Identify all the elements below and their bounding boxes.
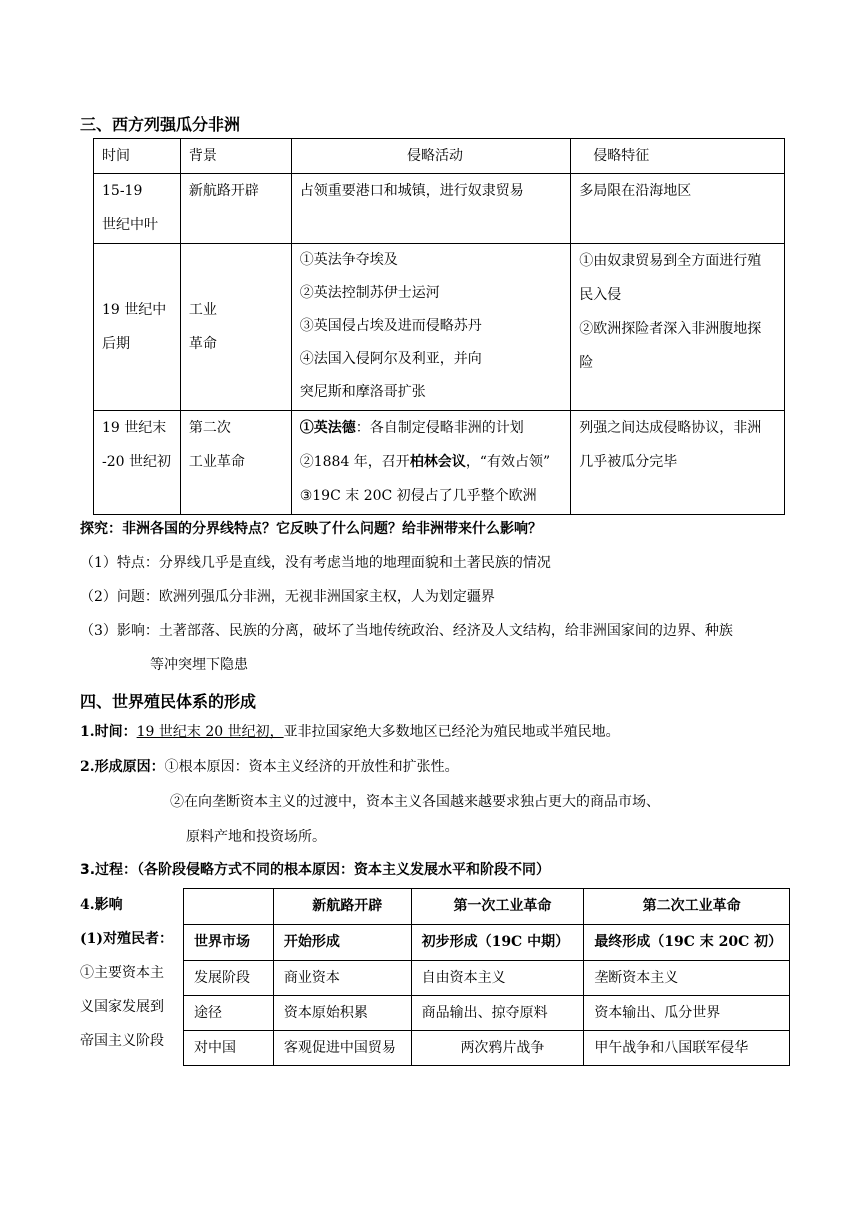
header-activities: 侵略活动 <box>291 139 571 174</box>
table-row <box>184 961 790 996</box>
cell: 资本原始积累 <box>273 996 411 1031</box>
section3-title: 三、西方列强瓜分非洲 <box>80 115 241 134</box>
cell: 客观促进中国贸易 <box>273 1031 411 1066</box>
row-label: 发展阶段 <box>184 961 274 996</box>
table-row <box>94 244 785 411</box>
cell-line: ①由奴隶贸易到全方面进行殖 <box>579 253 762 269</box>
table-row <box>94 411 785 515</box>
cell-background <box>180 411 291 515</box>
header-background: 背景 <box>180 139 291 174</box>
cell-features <box>571 174 785 244</box>
cell: 商品输出、掠夺原料 <box>411 996 584 1031</box>
cell-time <box>94 244 181 411</box>
row-label: 世界市场 <box>184 925 274 961</box>
table-row <box>184 1031 790 1066</box>
cell-line: ①英法争夺埃及 <box>299 252 398 268</box>
cell-features <box>571 244 785 411</box>
cause-2a: ②在向垄断资本主义的过渡中，资本主义各国越来越要求独占更大的商品市场、 <box>170 794 660 810</box>
time-label: 1.时间： <box>80 724 137 740</box>
row-label: 途径 <box>184 996 274 1031</box>
header-col: 新航路开辟 <box>273 889 411 925</box>
cell-line: 后期 <box>102 336 130 352</box>
cell-line: 19 世纪中 <box>102 302 167 318</box>
impact-label: 4.影响 <box>80 897 123 913</box>
partition-africa-table <box>93 138 785 515</box>
explore-answer: （2）问题：欧洲列强瓜分非洲，无视非洲国家主权，人为划定疆界 <box>80 589 495 605</box>
cell: 资本输出、瓜分世界 <box>584 996 790 1031</box>
impact-line: 义国家发展到 <box>80 999 164 1015</box>
explore-question: 探究：非洲各国的分界线特点？它反映了什么问题？给非洲带来什么影响？ <box>80 521 542 537</box>
section4-title: 四、世界殖民体系的形成 <box>80 692 257 711</box>
cell-line: 工业 <box>188 302 217 318</box>
cell-line: 险 <box>579 355 594 371</box>
cell-activities <box>291 244 571 411</box>
cause-1: ①根本原因：资本主义经济的开放性和扩张性。 <box>164 759 459 775</box>
explore-answer: （3）影响：土著部落、民族的分离，破坏了当地传统政治、经济及人文结构，给非洲国家间的边界、种族 <box>80 623 733 639</box>
cell: 商业资本 <box>273 961 411 996</box>
cell-line: 19 世纪末 <box>102 420 167 436</box>
cell-line: 突尼斯和摩洛哥扩张 <box>299 384 426 400</box>
header-col: 第一次工业革命 <box>411 889 584 925</box>
cell: 自由资本主义 <box>411 961 584 996</box>
cell-line: 占领重要港口和城镇，进行奴隶贸易 <box>299 183 524 199</box>
table-header-row <box>184 889 790 925</box>
text: ②1884 年，召开 <box>299 454 410 470</box>
cell-line: ②欧洲探险者深入非洲腹地探 <box>579 321 762 337</box>
cell-line: 世纪中叶 <box>102 217 158 233</box>
cell-line: ②英法控制苏伊士运河 <box>299 285 440 301</box>
text: ：各自制定侵略非洲的计划 <box>355 420 524 436</box>
time-rest: 亚非拉国家绝大多数地区已经沦为殖民地或半殖民地。 <box>283 724 620 740</box>
cell-line: 新航路开辟 <box>188 183 259 199</box>
cell: 开始形成 <box>273 925 411 961</box>
cell-background <box>180 174 291 244</box>
cell-line: 15-19 <box>102 183 143 199</box>
cell-line: 民入侵 <box>579 287 622 303</box>
cell-line <box>300 411 571 445</box>
cell-line: 第二次 <box>188 420 231 436</box>
cell: 最终形成（19C 末 20C 初） <box>584 925 790 961</box>
cell-line: ③英国侵占埃及进而侵略苏丹 <box>299 318 482 334</box>
table-row <box>184 925 790 961</box>
cause-line <box>80 757 459 777</box>
cell-time <box>94 174 181 244</box>
explore-answer: （1）特点：分界线几乎是直线，没有考虑当地的地理面貌和土著民族的情况 <box>80 555 551 571</box>
row-label: 对中国 <box>184 1031 274 1066</box>
time-underlined: 19 世纪末 20 世纪初， <box>136 724 284 740</box>
impact-line: 帝国主义阶段 <box>80 1033 164 1049</box>
cell-activities <box>291 411 571 515</box>
cause-2b: 原料产地和投资场所。 <box>186 829 326 845</box>
table-row <box>94 174 785 244</box>
cell-time <box>94 411 181 515</box>
cause-label: 2.形成原因： <box>80 759 165 775</box>
cell-line: -20 世纪初 <box>102 454 171 470</box>
cell: 甲午战争和八国联军侵华 <box>584 1031 790 1066</box>
cell-background <box>180 244 291 411</box>
explore-answer: 等冲突埋下隐患 <box>150 657 248 673</box>
cell-line: 多局限在沿海地区 <box>579 183 692 199</box>
header-time: 时间 <box>94 139 181 174</box>
cell: 两次鸦片战争 <box>411 1031 584 1066</box>
impact-sub: (1)对殖民者： <box>80 931 173 947</box>
cell-line: 几乎被瓜分完毕 <box>579 454 678 470</box>
cell: 初步形成（19C 中期） <box>411 925 584 961</box>
cell: 垄断资本主义 <box>584 961 790 996</box>
cell-line: 列强之间达成侵略协议，非洲 <box>579 420 762 436</box>
cell-features <box>571 411 785 515</box>
cell-line: 革命 <box>188 336 217 352</box>
cell-activities <box>291 174 571 244</box>
cell-line <box>300 445 571 479</box>
bold-text: 柏林会议 <box>409 454 466 470</box>
process-line: 3.过程：（各阶段侵略方式不同的根本原因：资本主义发展水平和阶段不同） <box>80 862 551 878</box>
cell-line: 工业革命 <box>188 454 245 470</box>
header-features: 侵略特征 <box>571 139 785 174</box>
time-line <box>80 722 620 742</box>
colonial-system-table <box>183 888 790 1066</box>
text: ，“有效占领” <box>465 454 551 470</box>
header-col: 第二次工业革命 <box>584 889 790 925</box>
table-row <box>184 996 790 1031</box>
cell-line: ④法国入侵阿尔及利亚，并向 <box>299 351 482 367</box>
bold-text: ①英法德 <box>299 420 356 436</box>
table-header-row <box>94 139 785 174</box>
cell-line: ③19C 末 20C 初侵占了几乎整个欧洲 <box>299 488 537 504</box>
impact-line: ①主要资本主 <box>80 965 164 981</box>
header-empty <box>184 889 274 925</box>
